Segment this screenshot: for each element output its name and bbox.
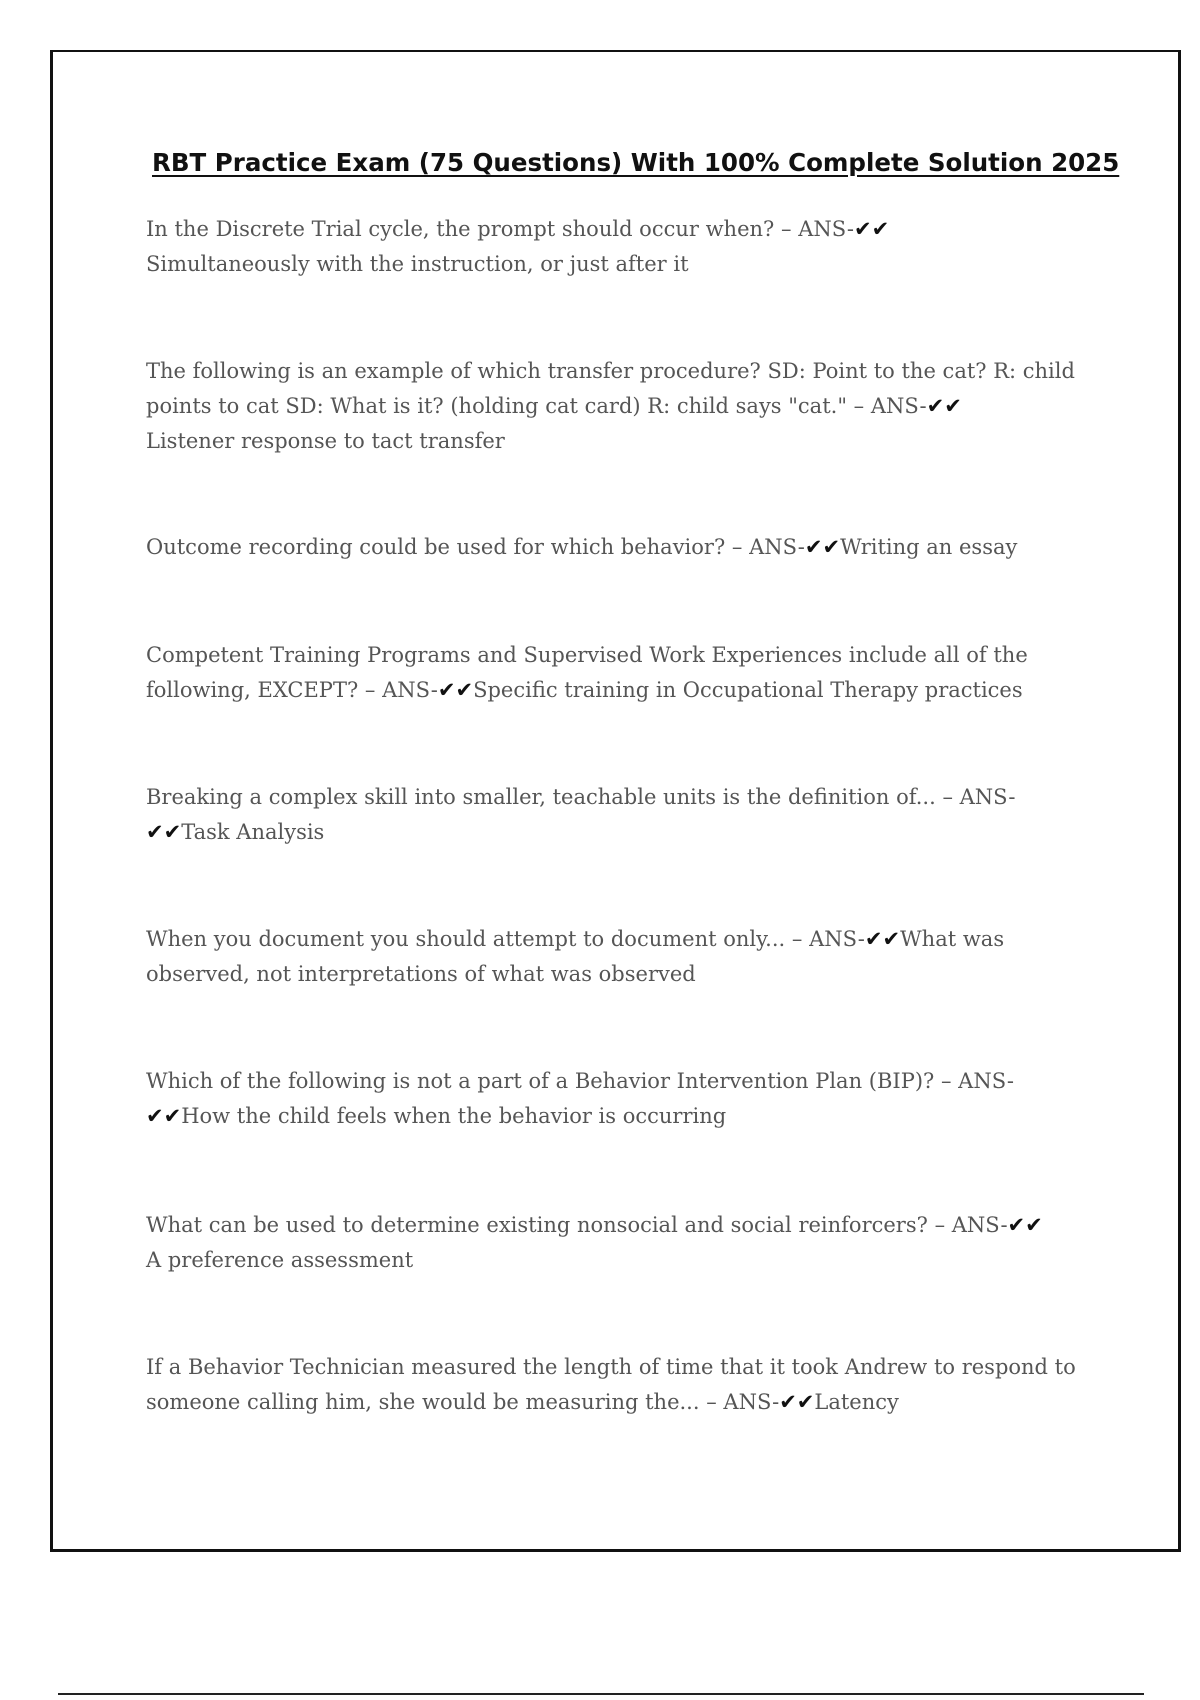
answer-text: What was observed, not interpretations of what was observed <box>146 927 1005 986</box>
qa-item: When you document you should attempt to document only... – ANS-✔✔What was observed, not interpretations of what was observed <box>146 927 1005 986</box>
check-icon: ✔✔ <box>1007 1213 1043 1237</box>
check-icon: ✔✔ <box>804 535 841 559</box>
qa-item: Outcome recording could be used for which behavior? – ANS-✔✔Writing an essay <box>146 535 1018 559</box>
answer-marker: ANS- <box>958 1069 1014 1093</box>
answer-marker: ANS- <box>809 927 865 951</box>
check-icon: ✔✔ <box>926 394 962 418</box>
qa-item: In the Discrete Trial cycle, the prompt should occur when? – ANS-✔✔ Simultaneously with the instruction, or just after it <box>146 217 890 276</box>
answer-marker: ANS- <box>798 217 854 241</box>
answer-text: Listener response to tact transfer <box>146 429 505 453</box>
question-text: What can be used to determine existing nonsocial and social reinforcers? <box>146 1213 928 1237</box>
question-text: Competent Training Programs and Supervised Work Experiences include all of the following, EXCEPT? <box>146 643 1028 702</box>
question-text: The following is an example of which transfer procedure? SD: Point to the cat? R: child points to cat SD: What is it? (holding cat card) R: child says "cat." <box>146 359 1075 418</box>
answer-text: Simultaneously with the instruction, or just after it <box>146 252 689 276</box>
question-text: Outcome recording could be used for which behavior? <box>146 535 726 559</box>
answer-marker: ANS- <box>382 678 438 702</box>
answer-marker: ANS- <box>959 785 1016 809</box>
check-icon: ✔✔ <box>853 217 890 241</box>
question-text: If a Behavior Technician measured the length of time that it took Andrew to respond to someone calling him, she would be measuring the... <box>146 1355 1076 1414</box>
qa-item: What can be used to determine existing nonsocial and social reinforcers? – ANS-✔✔ A preference assessment <box>146 1213 1043 1272</box>
question-text: Breaking a complex skill into smaller, teachable units is the definition of... <box>146 785 936 809</box>
qa-item: The following is an example of which transfer procedure? SD: Point to the cat? R: child points to cat SD: What is it? (holding cat card) R: child says "cat." – ANS-✔✔ Listener response to tact transfer <box>146 359 1075 453</box>
answer-marker: ANS- <box>870 394 927 418</box>
question-text: When you document you should attempt to document only... <box>146 927 786 951</box>
answer-marker: ANS- <box>723 1390 780 1414</box>
answer-text: Task Analysis <box>181 820 325 844</box>
answer-text: Latency <box>814 1390 899 1414</box>
check-icon: ✔✔ <box>146 1104 182 1128</box>
answer-text: Specific training in Occupational Therapy practices <box>473 678 1023 702</box>
check-icon: ✔✔ <box>437 678 474 702</box>
answer-text: A preference assessment <box>146 1248 414 1272</box>
qa-item: Competent Training Programs and Supervised Work Experiences include all of the following, EXCEPT? – ANS-✔✔Specific training in Occupational Therapy practices <box>146 643 1028 702</box>
answer-text: How the child feels when the behavior is occurring <box>181 1104 727 1128</box>
qa-item: If a Behavior Technician measured the length of time that it took Andrew to respond to someone calling him, she would be measuring the... – ANS-✔✔Latency <box>146 1355 1076 1414</box>
check-icon: ✔✔ <box>779 1390 815 1414</box>
qa-item: Breaking a complex skill into smaller, teachable units is the definition of... – ANS-✔✔Task Analysis <box>146 785 1016 844</box>
answer-marker: ANS- <box>951 1213 1008 1237</box>
qa-item: Which of the following is not a part of a Behavior Intervention Plan (BIP)? – ANS-✔✔How the child feels when the behavior is occurring <box>146 1069 1014 1128</box>
document-title: RBT Practice Exam (75 Questions) With 100% Complete Solution 2025 <box>152 148 1120 177</box>
footer-rule <box>58 1693 1144 1695</box>
answer-text: Writing an essay <box>840 535 1018 559</box>
answer-marker: ANS- <box>749 535 805 559</box>
question-text: Which of the following is not a part of a Behavior Intervention Plan (BIP)? <box>146 1069 935 1093</box>
question-text: In the Discrete Trial cycle, the prompt should occur when? <box>146 217 775 241</box>
check-icon: ✔✔ <box>864 927 901 951</box>
check-icon: ✔✔ <box>146 820 182 844</box>
